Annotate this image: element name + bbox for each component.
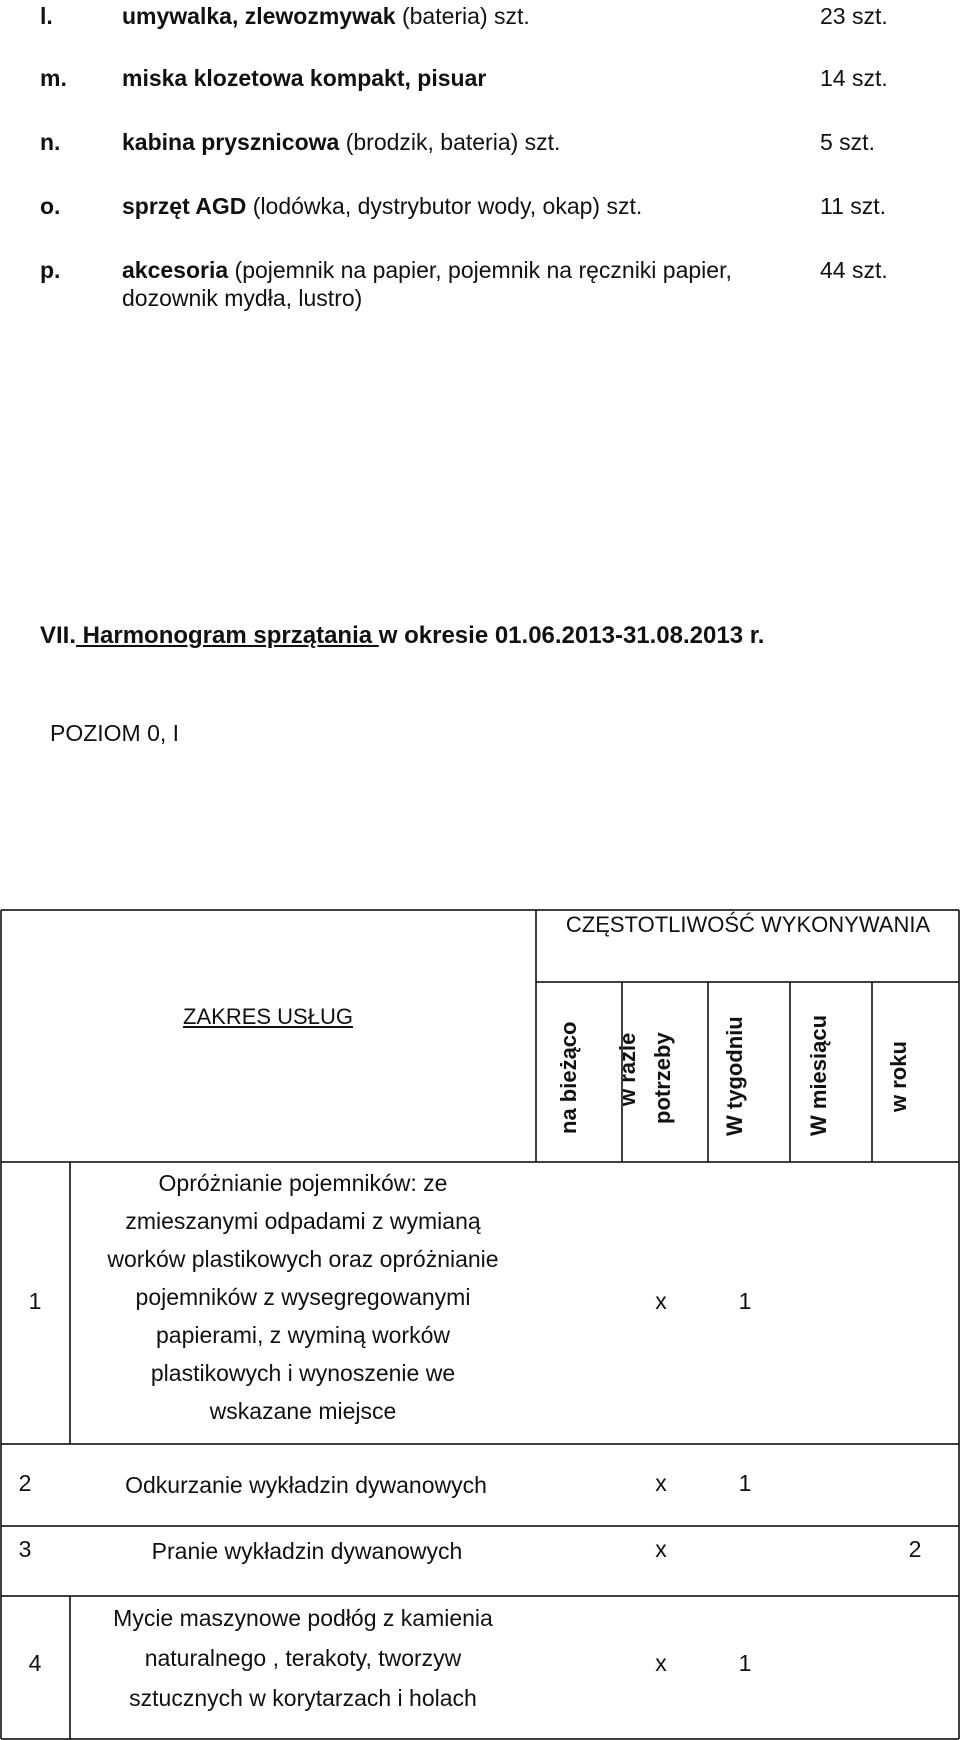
frequency-header: CZĘSTOTLIWOŚĆ WYKONYWANIA	[565, 912, 931, 937]
row-description: Odkurzanie wykładzin dywanowych	[125, 1472, 487, 1498]
row-number: 4	[28, 1650, 42, 1676]
row-number: 1	[28, 1288, 42, 1314]
list-letter: p.	[40, 257, 61, 283]
list-desc: miska klozetowa kompakt, pisuar	[122, 65, 487, 91]
mark-as-needed: x	[655, 1650, 667, 1676]
list-letter: l.	[40, 3, 53, 29]
row-description: Opróżnianie pojemników: ze zmieszanymi odpadami z wymianą worków plastikowych oraz opróżnianie pojemników z wysegregowanymi papierami, z wyminą worków plastikowych i wynoszenie we wskazane miejsce	[107, 1170, 499, 1424]
row-description: Mycie maszynowe podłóg z kamienia naturalnego , terakoty, tworzyw sztucznych w korytarzach i holach	[113, 1605, 493, 1711]
section-number: VII.	[40, 622, 77, 649]
list-desc: sprzęt AGD (lodówka, dystrybutor wody, okap) szt.	[122, 193, 643, 219]
section-title-rest: w okresie 01.06.2013-31.08.2013 r.	[378, 622, 765, 649]
mark-weekly: 1	[738, 1470, 752, 1496]
list-desc: umywalka, zlewozmywak (bateria) szt.	[122, 3, 530, 29]
list-qty: 11 szt.	[820, 193, 887, 219]
list-qty: 44 szt.	[820, 257, 888, 283]
row-description: Pranie wykładzin dywanowych	[151, 1538, 463, 1564]
list-letter: n.	[40, 129, 61, 155]
mark-as-needed: x	[655, 1288, 667, 1314]
list-letter: m.	[40, 65, 67, 91]
mark-as-needed: x	[655, 1470, 667, 1496]
mark-as-needed: x	[655, 1536, 667, 1562]
col-header-monthly: W miesiącu	[806, 1014, 831, 1136]
list-qty: 5 szt.	[820, 129, 875, 155]
mark-weekly: 1	[738, 1650, 752, 1676]
scope-header: ZAKRES USŁUG	[183, 1004, 353, 1029]
level-label: POZIOM 0, I	[50, 720, 180, 746]
list-letter: o.	[40, 193, 61, 219]
col-header-yearly: w roku	[886, 1041, 911, 1112]
row-number: 3	[18, 1536, 32, 1562]
col-header-weekly: W tygodniu	[722, 1016, 747, 1136]
section-title-underlined: Harmonogram sprzątania	[76, 622, 379, 649]
list-desc: kabina prysznicowa (brodzik, bateria) szt.	[122, 129, 561, 155]
col-header-current: na bieżąco	[556, 1021, 581, 1134]
mark-yearly: 2	[908, 1536, 922, 1562]
list-qty: 23 szt.	[820, 3, 888, 29]
col-header-as-needed-2: potrzeby	[650, 1032, 675, 1124]
list-qty: 14 szt.	[820, 65, 888, 91]
row-number: 2	[18, 1470, 32, 1496]
list-desc: akcesoria (pojemnik na papier, pojemnik na ręczniki papier, dozownik mydła, lustro)	[122, 257, 732, 311]
col-header-as-needed-1: w razie	[615, 1032, 640, 1106]
mark-weekly: 1	[738, 1288, 752, 1314]
